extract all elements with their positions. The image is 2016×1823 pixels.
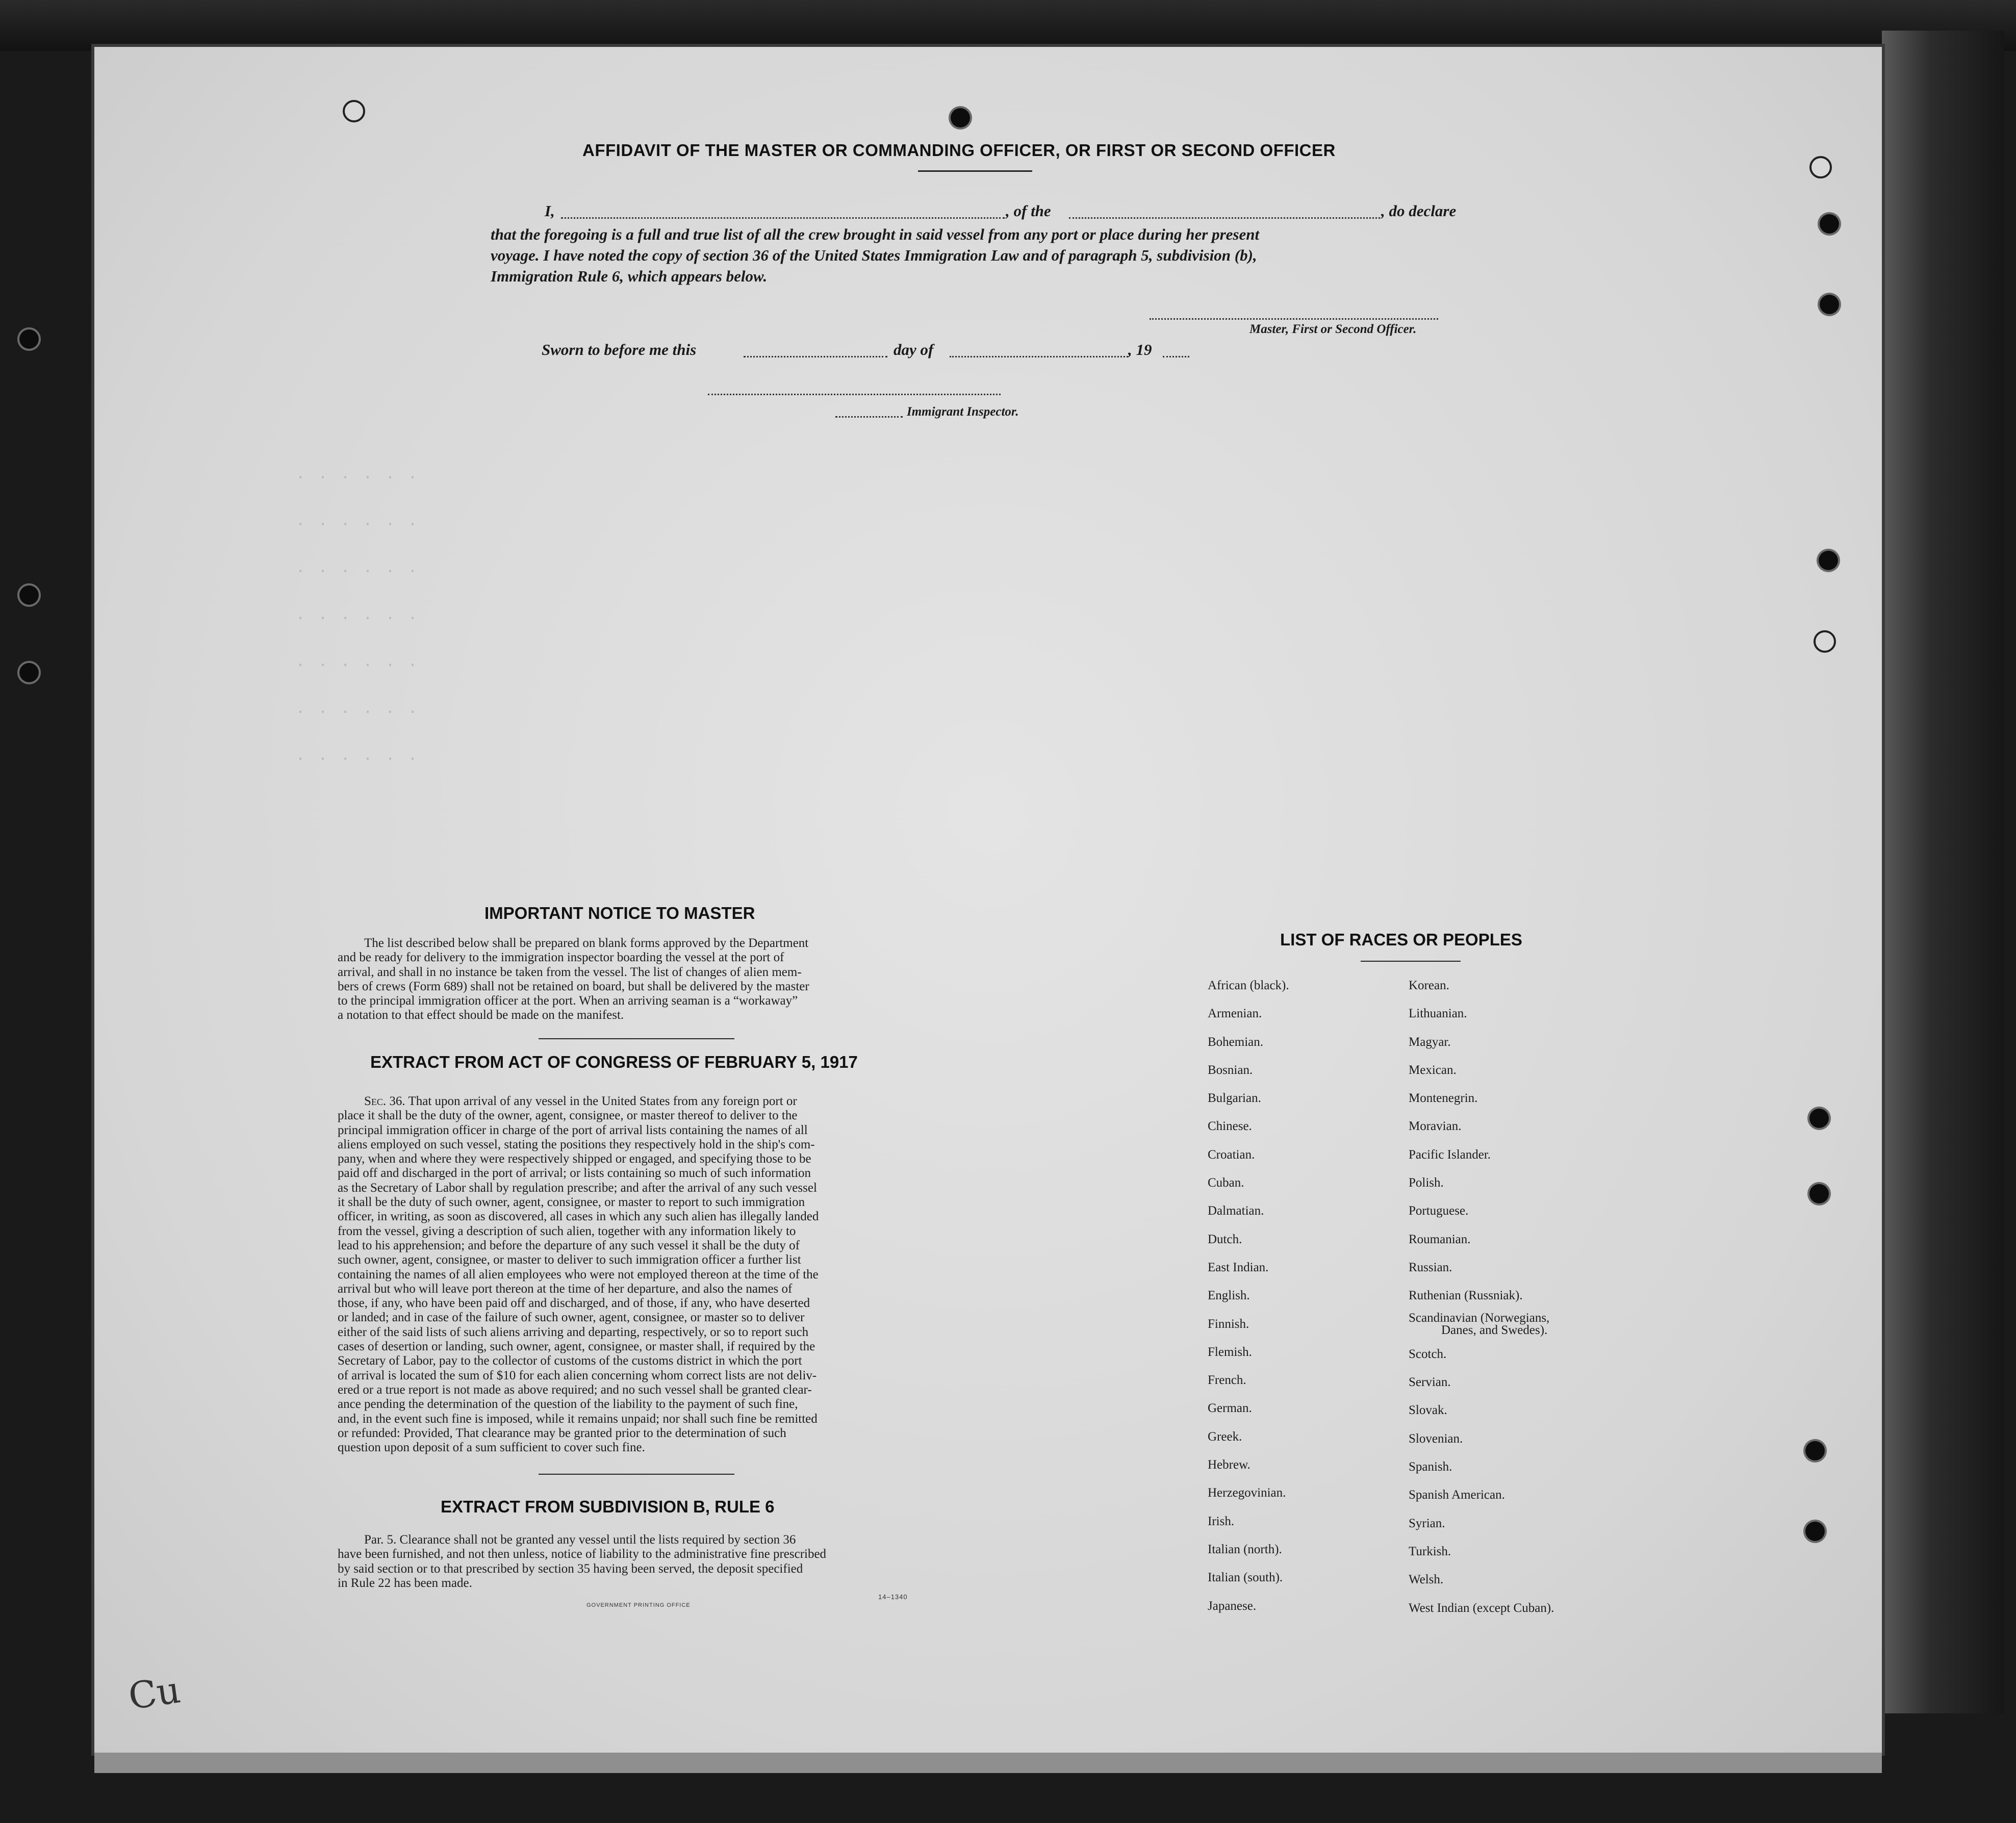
notice-line: a notation to that effect should be made on the manifest. [338,1008,624,1022]
race-item: Welsh. [1409,1573,1444,1587]
act-line: arrival but who will leave port thereon at the time of her departure, and also the names of [338,1281,793,1296]
page-bottom-strip [94,1753,1882,1773]
act-line: pany, when and where they were respectively shipped or engaged, and specifying those to be [338,1152,811,1166]
race-item: Portuguese. [1409,1204,1469,1218]
race-item: East Indian. [1208,1260,1269,1274]
title-underline [918,170,1032,172]
act-line: question upon deposit of a sum sufficient to cover such fine. [338,1441,645,1455]
printer-imprint: GOVERNMENT PRINTING OFFICE [586,1602,691,1608]
form-code: 14–1340 [878,1593,908,1601]
races-right-column [1409,971,1554,1622]
act-line: officer, in writing, as soon as discovered, all cases in which any such alien has illegally landed [338,1210,819,1224]
punch-hole [1814,630,1836,653]
master-signature-line [1150,318,1438,320]
position-blank [1069,217,1380,219]
act-line: containing the names of all alien employees who were not employed thereon at the time of the [338,1267,819,1281]
race-item: Slovenian. [1409,1431,1463,1446]
act-line: paid off and discharged in the port of arrival; or lists containing so much of such information [338,1166,811,1180]
race-item: Moravian. [1409,1119,1462,1134]
act-line: principal immigration officer in charge of the port of arrival lists containing the names of all [338,1123,808,1137]
act-line: from the vessel, giving a description of such alien, together with any information likely to [338,1224,796,1238]
race-item: Armenian. [1208,1007,1262,1021]
punch-hole [1809,1184,1829,1203]
affidavit-of-the: , of the [1006,202,1051,220]
race-item: German. [1208,1401,1252,1416]
act-line: or landed; and in case of the failure of such owner, agent, consignee, or master so to deliver [338,1311,805,1325]
punch-hole [1820,214,1839,234]
sworn-label: Sworn to before me this [542,341,697,358]
race-item: Italian (south). [1208,1571,1283,1585]
act-line: either of the said lists of such aliens arriving and departing, respectively, or so to report such [338,1325,809,1339]
rule-extract-title: EXTRACT FROM SUBDIVISION B, RULE 6 [441,1497,775,1516]
race-item: Japanese. [1208,1599,1257,1613]
race-item: Spanish American. [1409,1488,1505,1502]
race-item-line: Danes, and Swedes). [1441,1323,1548,1337]
punch-hole [343,100,365,122]
bleed-through-marks: · · · · · · · · · · · · · · · · · · · · · · · · · · · · · · · · · · · · · · · · · · [296,469,420,768]
inspector-name-blank [835,416,903,418]
day-blank [744,356,887,357]
scan-edge [1882,31,2004,1713]
race-item: Scotch. [1409,1347,1447,1361]
race-item: African (black). [1208,979,1289,992]
race-item: Croatian. [1208,1147,1255,1162]
race-item: Dutch. [1208,1232,1242,1246]
race-item: Greek. [1208,1429,1242,1444]
act-line: those, if any, who have been paid off and discharged, and of those, if any, who have deserted [338,1296,810,1311]
race-item: Spanish. [1409,1460,1452,1474]
affidavit-i-label: I, [545,202,555,220]
races-left-column [1208,971,1289,1620]
races-title-underline [1361,961,1461,962]
rule-line: Par. 5. Clearance shall not be granted any vessel until the lists required by section 36 [364,1533,796,1547]
affidavit-line-2: voyage. I have noted the copy of section 36 of the United States Immigration Law and of paragraph 5, subdivision (b), [491,246,1257,264]
race-item: Finnish. [1208,1317,1249,1331]
section-divider [539,1474,734,1475]
race-item: Roumanian. [1409,1232,1471,1246]
punch-hole [951,108,970,127]
race-item: Montenegrin. [1409,1091,1478,1106]
punch-hole [1805,1441,1825,1460]
act-line: place it shall be the duty of the owner, agent, consignee, or master thereof to deliver to the [338,1109,798,1123]
race-item: Mexican. [1409,1063,1457,1077]
section-label: Sec. 36. [364,1094,405,1108]
race-item: Hebrew. [1208,1458,1251,1472]
act-line: That upon arrival of any vessel in the United States from any foreign port or [408,1094,797,1108]
race-item: Cuban. [1208,1176,1244,1190]
notice-line: and be ready for delivery to the immigration inspector boarding the vessel at the port of [338,951,784,965]
race-item: Irish. [1208,1514,1235,1528]
notice-line: arrival, and shall in no instance be taken from the vessel. The list of changes of alien mem- [338,965,802,979]
act-line: it shall be the duty of such owner, agent, consignee, or master to report to such immigration [338,1195,805,1210]
punch-hole [19,585,39,605]
month-blank [950,356,1128,357]
inspector-signature-line [708,394,1001,395]
affidavit-line-3: Immigration Rule 6, which appears below. [491,267,768,285]
year-blank [1163,356,1189,357]
races-title: LIST OF RACES OR PEOPLES [1280,930,1522,949]
act-line: of arrival is located the sum of $10 for each alien concerning whom correct lists are not deliv- [338,1368,817,1382]
affidavit-line-1: that the foregoing is a full and true list of all the crew brought in said vessel from any port or place during her present [491,225,1260,243]
rule-extract-body [338,1533,933,1590]
punch-hole [1805,1522,1825,1541]
punch-hole [1820,295,1839,314]
rule-line: by said section or to that prescribed by section 35 having been served, the deposit specified [338,1561,803,1576]
act-line: as the Secretary of Labor shall by regulation prescribe; and after the arrival of any such vessel [338,1180,817,1195]
year-label: , 19 [1128,341,1152,358]
day-of-label: day of [894,341,934,358]
document-page [94,47,1882,1753]
race-item: Russian. [1409,1260,1452,1274]
race-item: West Indian (except Cuban). [1409,1601,1554,1615]
rule-line: in Rule 22 has been made. [338,1576,472,1590]
race-item: Lithuanian. [1409,1007,1467,1021]
act-line: such owner, agent, consignee, or master to deliver to such immigration officer a further list [338,1253,801,1267]
punch-hole [1819,551,1838,570]
race-item: Herzegovinian. [1208,1486,1286,1500]
act-line: ance pending the determination of the question of the liability to the payment of such fine, [338,1397,798,1411]
rule-line: have been furnished, and not then unless, notice of liability to the administrative fine prescribed [338,1547,827,1561]
race-item: Magyar. [1409,1035,1451,1049]
notice-body [338,936,933,1023]
scan-frame [0,0,2016,51]
punch-hole [1809,1109,1829,1128]
race-item: Pacific Islander. [1409,1147,1491,1162]
act-line: Secretary of Labor, pay to the collector of customs of the customs district in which the port [338,1354,802,1368]
race-item-line: Scandinavian (Norwegians, [1409,1311,1550,1325]
notice-title: IMPORTANT NOTICE TO MASTER [484,904,755,922]
punch-hole [1809,156,1832,178]
affidavit-do-declare: , do declare [1381,202,1457,220]
race-item: Turkish. [1409,1544,1451,1558]
race-item: Korean. [1409,979,1449,992]
inspector-signature-label: Immigrant Inspector. [907,405,1019,419]
notice-line: to the principal immigration officer at the port. When an arriving seaman is a “workaway” [338,994,798,1008]
act-line: cases of desertion or landing, such owner, agent, consignee, or master shall, if required by the [338,1340,815,1354]
punch-hole [19,663,39,682]
act-extract-title: EXTRACT FROM ACT OF CONGRESS OF FEBRUARY 5, 1917 [370,1052,858,1071]
race-item: Bosnian. [1208,1063,1253,1077]
race-item: Italian (north). [1208,1542,1282,1556]
section-divider [539,1038,734,1039]
act-line: lead to his apprehension; and before the departure of any such vessel it shall be the duty of [338,1238,800,1252]
race-item: Polish. [1409,1176,1444,1190]
race-item: Servian. [1409,1375,1451,1390]
race-item: English. [1208,1289,1250,1303]
race-item: Dalmatian. [1208,1204,1264,1218]
act-extract-body [338,1094,933,1455]
master-signature-label: Master, First or Second Officer. [1249,322,1417,336]
race-item: Ruthenian (Russniak). [1409,1289,1523,1303]
race-item-two-line [1409,1310,1554,1340]
notice-line: The list described below shall be prepared on blank forms approved by the Department [364,936,809,950]
race-item: Slovak. [1409,1403,1447,1418]
act-line: aliens employed on such vessel, stating the positions they respectively hold in the ship's com- [338,1137,815,1151]
act-line: ered or a true report is not made as above required; and no such vessel shall be granted clear- [338,1382,812,1397]
race-item: Flemish. [1208,1345,1252,1359]
race-item: Syrian. [1409,1516,1445,1530]
race-item: French. [1208,1373,1246,1388]
act-line: or refunded: Provided, That clearance may be granted prior to the determination of such [338,1426,786,1440]
punch-hole [19,329,39,349]
handwritten-mark: Cu [125,1668,183,1718]
notice-line: bers of crews (Form 689) shall not be retained on board, but shall be delivered by the master [338,979,809,993]
act-line: and, in the event such fine is imposed, while it remains unpaid; nor shall such fine be remitted [338,1411,818,1426]
race-item: Bohemian. [1208,1035,1264,1049]
race-item: Bulgarian. [1208,1091,1261,1106]
affidavit-title: AFFIDAVIT OF THE MASTER OR COMMANDING OFFICER, OR FIRST OR SECOND OFFICER [582,141,1336,160]
race-item: Chinese. [1208,1119,1252,1134]
name-blank [561,217,1005,219]
